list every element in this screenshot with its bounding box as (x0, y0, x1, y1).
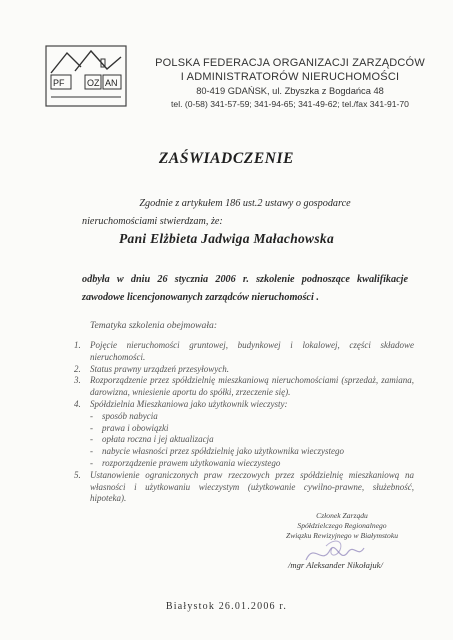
sub-item-dash: - (90, 457, 93, 468)
list-item-text: Rozporządzenie przez spółdzielnię mieszkaniową nieruchomościami (sprzedaż, zamiana, darowizna, wniesienie aportu do spółki, zrzeczenie się). (90, 375, 414, 398)
org-address: 80-419 GDAŃSK, ul. Zbyszka z Bogdańca 48 (196, 86, 384, 96)
sub-list-item (74, 458, 414, 470)
intro-line2: nieruchomościami stwierdzam, że: (82, 216, 223, 227)
signature-org-line1: Spółdzielczego Regionalnego (297, 521, 387, 530)
sub-list-item (74, 423, 414, 435)
federation-logo (45, 45, 127, 107)
sub-item-text: rozporządzenie prawem użytkowania wieczystego (102, 457, 281, 468)
svg-text:AN: AN (105, 78, 118, 88)
sub-item-text: opłata roczna i jej aktualizacja (102, 434, 214, 445)
list-item-number: 3. (74, 375, 81, 386)
intro-line1: Zgodnie z artykułem 186 ust.2 ustawy o gospodarce (139, 198, 351, 209)
list-item (74, 375, 414, 399)
training-statement: odbyła w dniu 26 stycznia 2006 r. szkolenie podnoszące kwalifikacje zawodowe licencjonowanych zarządców nieruchomości . (82, 274, 408, 303)
sub-item-text: sposób nabycia (102, 410, 158, 421)
list-item (74, 470, 414, 505)
list-item (74, 399, 414, 411)
sub-item-dash: - (90, 434, 93, 445)
org-name-line1: POLSKA FEDERACJA ORGANIZACJI ZARZĄDCÓW (155, 57, 425, 69)
sub-item-text: prawa i obowiązki (102, 422, 169, 433)
list-item (74, 364, 414, 376)
recipient-name: Pani Elżbieta Jadwiga Małachowska (118, 231, 335, 246)
topics-label: Tematyka szkolenia obejmowała: (90, 320, 218, 331)
list-item-text: Ustanowienie ograniczonych praw rzeczowych przez spółdzielnię mieszkaniową na własności i użytkowaniu wieczystym (użytkowanie cywilno-prawne, służebność, hipoteka). (90, 469, 414, 504)
intro-text (82, 195, 402, 231)
sub-item-dash: - (90, 446, 93, 457)
svg-text:PF: PF (53, 78, 65, 88)
list-item-text: Spółdzielnia Mieszkaniowa jako użytkownik wieczysty: (90, 398, 288, 409)
signature-role: Członek Zarządu (316, 511, 368, 520)
list-item-text: Pojęcie nieruchomości gruntowej, budynkowej i lokalowej, części składowe nieruchomości. (90, 340, 414, 362)
sub-list-item (74, 446, 414, 458)
document-title: ZAŚWIADCZENIE (158, 150, 295, 167)
place-and-date: Białystok 26.01.2006 r. (165, 601, 288, 612)
sub-item-dash: - (90, 422, 93, 433)
list-item-text: Status prawny urządzeń przesyłowych. (90, 363, 229, 374)
organization-header (140, 56, 440, 111)
sub-list-item (74, 411, 414, 423)
org-name-line2: I ADMINISTRATORÓW NIERUCHOMOŚCI (180, 71, 400, 83)
sub-item-dash: - (90, 410, 93, 421)
sub-list-item (74, 434, 414, 446)
list-item (74, 340, 414, 364)
signatory-name: /mgr Aleksander Nikołajuk/ (288, 560, 383, 570)
list-item-number: 1. (74, 340, 81, 350)
svg-text:OZ: OZ (87, 78, 100, 88)
signature-org-line2: Związku Rewizyjnego w Białymstoku (286, 531, 398, 540)
org-phones: tel. (0-58) 341-57-59; 341-94-65; 341-49-62; tel./fax 341-91-70 (171, 99, 409, 109)
house-logo-icon (45, 45, 127, 107)
sub-item-text: nabycie własności przez spółdzielnię jako użytkownika wieczystego (102, 446, 344, 457)
list-item-number: 5. (74, 469, 81, 480)
list-item-number: 2. (74, 363, 81, 374)
list-item-number: 4. (74, 398, 81, 409)
topics-list (74, 340, 414, 505)
